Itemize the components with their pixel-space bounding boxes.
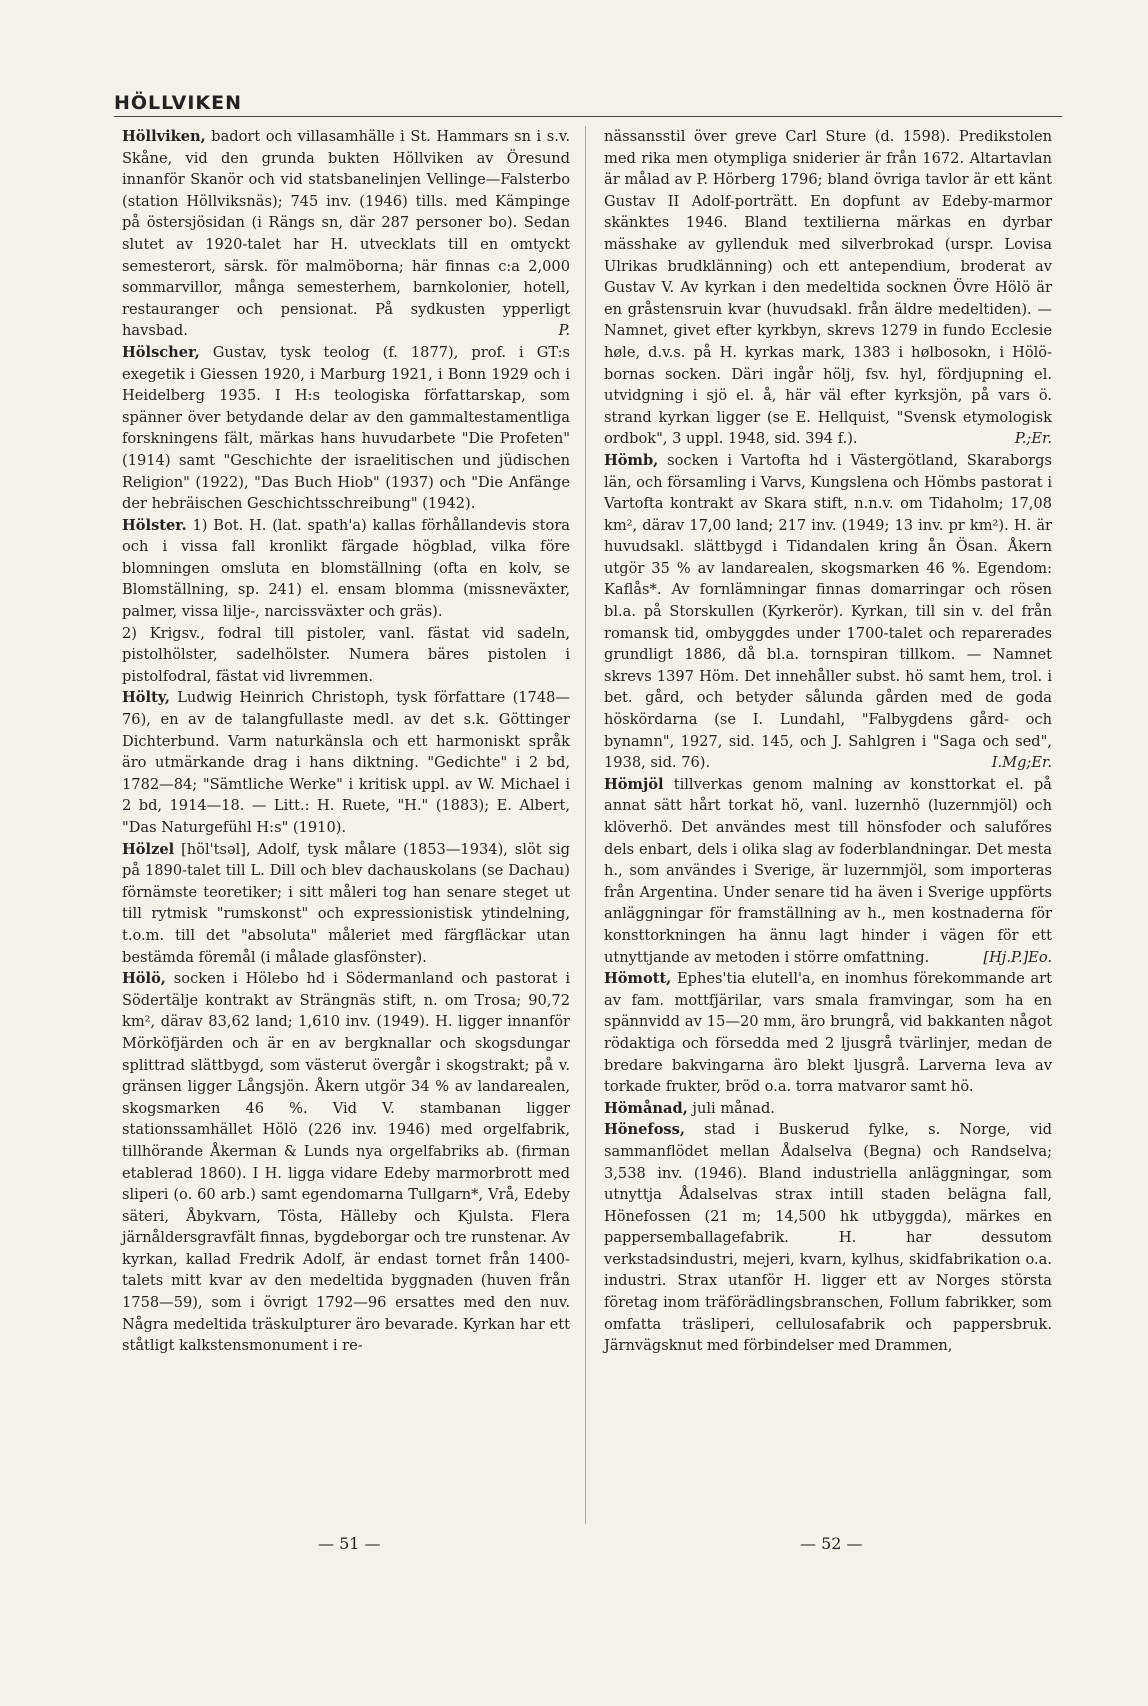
left-column <box>122 126 570 1357</box>
entry-headword: Hönefoss, <box>604 1121 685 1139</box>
dictionary-entry <box>122 687 570 838</box>
entry-text: socken i Vartofta hd i Västergötland, Skaraborgs län, och församling i Varvs, Kungslena och Hömbs pastorat i Vartofta kontrakt av Skara stift, n.n.v. om Tidaholm; 17,08 km², därav 17,00 land; 217 inv. (1949; 13 inv. pr km²). H. är huvudsakl. slättbygd i Tidandalen kring ån Ösan. Åkern utgör 35 % av landarealen, skogsmarken 46 %. Egendom: Kaflås*. Av fornlämningar finnas domarringar och rösen bl.a. på Storskullen (Kyrkerör). Kyrkan, till sin v. del från romansk tid, ombyggdes under 1700-talet och reparerades grundligt 1886, då bl.a. tornspiran tillkom. — Namnet skrevs 1397 Höm. Det innehåller subst. hö samt hem, trol. i bet. gård, och betyder sålunda gården med de goda höskördarna (se I. Lundahl, "Falbygdens gård- och bynamn", 1927, sid. 145, och J. Sahlgren i "Saga och sed", 1938, sid. 76). <box>604 451 1052 772</box>
page-number-left: — 51 — <box>318 1534 381 1553</box>
entry-headword: Hölster. <box>122 516 187 534</box>
dictionary-entry <box>604 1098 1052 1120</box>
dictionary-entry <box>122 342 570 515</box>
entry-headword: Hölty, <box>122 689 170 707</box>
dictionary-entry <box>604 450 1052 774</box>
author-signature: [Hj.P.]Eo. <box>983 948 1052 966</box>
entry-text: 1) Bot. H. (lat. spath'a) kallas förhållandevis stora och i vissa fall kronlikt färgade högblad, vilka före blomningen omsluta en blomställning (ofta en kolv, se Blomställning, sp. 241) el. ensam blomma (missneväxter, palmer, vissa lilje-, narcissväxter och gräs). <box>122 516 570 621</box>
entry-headword: Höllviken, <box>122 128 206 145</box>
author-signature: I.Mg;Er. <box>991 754 1052 772</box>
entry-headword: Hömb, <box>604 451 659 469</box>
dictionary-entry <box>604 126 1052 450</box>
entry-headword: Hölscher, <box>122 343 200 361</box>
dictionary-entry <box>122 968 570 1357</box>
dictionary-entry <box>122 839 570 969</box>
page-number-right: — 52 — <box>800 1534 863 1553</box>
dictionary-entry <box>122 126 570 342</box>
entry-text: Ludwig Heinrich Christoph, tysk författare (1748—76), en av de talangfullaste medl. av det s.k. Göttinger Dichterbund. Varm naturkänsla och ett harmoniskt språk äro utmärkande drag i hans diktning. "Gedichte" i 2 bd, 1782—84; "Sämtliche Werke" i kritisk uppl. av W. Michael i 2 bd, 1914—18. — Litt.: H. Ruete, "H." (1883); E. Albert, "Das Naturgefühl H:s" (1910). <box>122 689 570 836</box>
column-divider <box>585 126 586 1524</box>
entry-text: 2) Krigsv., fodral till pistoler, vanl. fästat vid sadeln, pistolhölster, sadelhölster. Numera bäres pistolen i pistolfodral, fästat vid livremmen. <box>122 624 570 685</box>
entry-headword: Hölö, <box>122 970 166 988</box>
entry-text: Ephes'tia elutell'a, en inomhus förekommande art av fam. mottfjärilar, vars smala framvingar, som ha en spännvidd av 15—20 mm, äro brungrå, vid bakkanten något rödaktiga och försedda med 2 ljusgrå tvärlinjer, medan de bredare bakvingarna äro blekt ljusgrå. Larverna leva av torkade frukter, bröd o.a. torra matvaror samt hö. <box>604 970 1052 1096</box>
entry-text: socken i Hölebo hd i Södermanland och pastorat i Södertälje kontrakt av Strängnäs stift, n. om Trosa; 90,72 km², därav 83,62 land; 1,610 inv. (1949). H. ligger innanför Mörköfjärden och är en av bergknallar och skogsdungar splittrad slättbygd, som västerut övergår i skogstrakt; på v. gränsen ligger Långsjön. Åkern utgör 34 % av landarealen, skogsmarken 46 %. Vid V. stambanan ligger stationssamhället Hölö (226 inv. 1946) med orgelfabrik, tillhörande Åkerman & Lunds nya orgelfabriks ab. (firman etablerad 1860). I H. ligga vidare Edeby marmorbrott med sliperi (o. 60 arb.) samt egendomarna Tullgarn*, Vrå, Edeby säteri, Åbykvarn, Tösta, Hälleby och Kjulsta. Flera järnåldersgravfält finnas, bygdeborgar och tre runstenar. Av kyrkan, kallad Fredrik Adolf, är endast tornet från 1400-talets mitt kvar av den medeltida byggnaden (huven från 1758—59), som i övrigt 1792—96 ersattes med den nuv. Några medeltida träskulpturer äro bevarade. Kyrkan har ett ståtligt kalkstensmonument i re- <box>122 970 570 1355</box>
dictionary-entry <box>604 774 1052 968</box>
entry-text: Gustav, tysk teolog (f. 1877), prof. i GT:s exegetik i Giessen 1920, i Marburg 1921, i Bonn 1929 och i Heidelberg 1935. I H:s teologiska författarskap, som spänner över betydande delar av den gammaltestamentliga forskningens fält, märkas hans huvudarbete "Die Profeten" (1914) samt "Geschichte der israelitischen und jüdischen Religion" (1922), "Das Buch Hiob" (1937) och "Die Anfänge der hebräischen Geschichtsschreibung" (1942). <box>122 343 570 513</box>
page-header <box>114 92 1062 117</box>
entry-text: badort och villasamhälle i St. Hammars sn i s.v. Skåne, vid den grunda bukten Höllviken av Öresund innanför Skanör och vid statsbanelinjen Vellinge—Falsterbo (station Höllviksnäs); 745 inv. (1946) tills. med Kämpinge på östersjösidan (i Rängs sn, där 287 personer bo). Sedan slutet av 1920-talet har H. utvecklats till en omtyckt semesterort, särsk. för malmöborna; här finnas c:a 2,000 sommarvillor, många semesterhem, barnkolonier, hotell, restauranger och pensionat. På sydkusten ypperligt havsbad. <box>122 128 570 340</box>
entry-text: tillverkas genom malning av konsttorkat el. på annat sätt hårt torkat hö, vanl. luzernhö (luzernmjöl) och klöverhö. Det användes mest till hönsfoder och salufőres dels enbart, dels i olika slag av foderblandningar. Det mesta h., som användes i Sverige, är luzernmjöl, som importeras från Argentina. Under senare tid ha även i Sverige uppförts anläggningar för framställning av h., men kostnaderna för konsttorkningen ha ännu lagt hinder i vägen för ett utnyttjande av metoden i större omfattning. <box>604 775 1052 966</box>
entry-text: [höl'tsəl], Adolf, tysk målare (1853—1934), slöt sig på 1890-talet till L. Dill och blev dachauskolans (se Dachau) förnämste teoretiker; i sitt måleri tog han senare steget ut till rytmisk "rumskonst" och expressionistisk ytindelning, t.o.m. till det "absoluta" måleriet med färgfläckar utan bestämda föremål (i målade glasfönster). <box>122 840 570 966</box>
author-signature: P.;Er. <box>1014 430 1052 448</box>
dictionary-entry <box>122 515 570 623</box>
entry-headword: Hömjöl <box>604 775 664 793</box>
right-column <box>604 126 1052 1357</box>
entry-text: nässansstil över greve Carl Sture (d. 1598). Predikstolen med rika men otympliga sniderier är från 1672. Altartavlan är målad av P. Hörberg 1796; bland övriga tavlor är ett känt Gustav II Adolf-porträtt. En dopfunt av Edeby-marmor skänktes 1946. Bland textilierna märkas en dyrbar mässhake av gyllenduk med silverbrokad (urspr. Lovisa Ulrikas brudklänning) och ett antependium, broderat av Gustav V. Av kyrkan i den medeltida socknen Övre Hölö är en gråstensruin kvar (huvudsakl. från äldre medeltiden). — Namnet, givet efter kyrkbyn, skrevs 1279 in fundo Ecclesie høle, d.v.s. på H. kyrkas mark, 1383 i hølbosokn, i Hölö-bornas socken. Däri ingår hölj, fsv. hyl, fördjupning el. utvidgning i sjö el. å, här väl efter kyrksjön, på vars ö. strand kyrkan ligger (se E. Hellquist, "Svensk etymologisk ordbok", 3 uppl. 1948, sid. 394 f.). <box>604 128 1052 448</box>
running-head: HÖLLVIKEN <box>114 92 243 114</box>
entry-text: juli månad. <box>687 1099 775 1117</box>
dictionary-entry <box>122 623 570 688</box>
dictionary-entry <box>604 1119 1052 1357</box>
entry-headword: Hömott, <box>604 970 672 988</box>
entry-headword: Hömånad, <box>604 1099 688 1117</box>
entry-text: stad i Buskerud fylke, s. Norge, vid sammanflödet mellan Ådalselva (Begna) och Randselva; 3,538 inv. (1946). Bland industriella anläggningar, som utnyttja Ådalselvas strax intill staden belägna fall, Hönefossen (21 m; 14,500 hk utbyggda), märkes en pappersemballagefabrik. H. har dessutom verkstadsindustri, mejeri, kvarn, kylhus, skidfabrikation o.a. industri. Strax utanför H. ligger ett av Norges största företag inom träförädlingsbranschen, Follum fabrikker, som omfatta träsliperi, cellulosafabrik och pappersbruk. Järnvägsknut med förbindelser med Drammen, <box>604 1121 1052 1355</box>
dictionary-entry <box>604 968 1052 1098</box>
author-signature: P. <box>558 322 570 340</box>
entry-headword: Hölzel <box>122 840 175 858</box>
